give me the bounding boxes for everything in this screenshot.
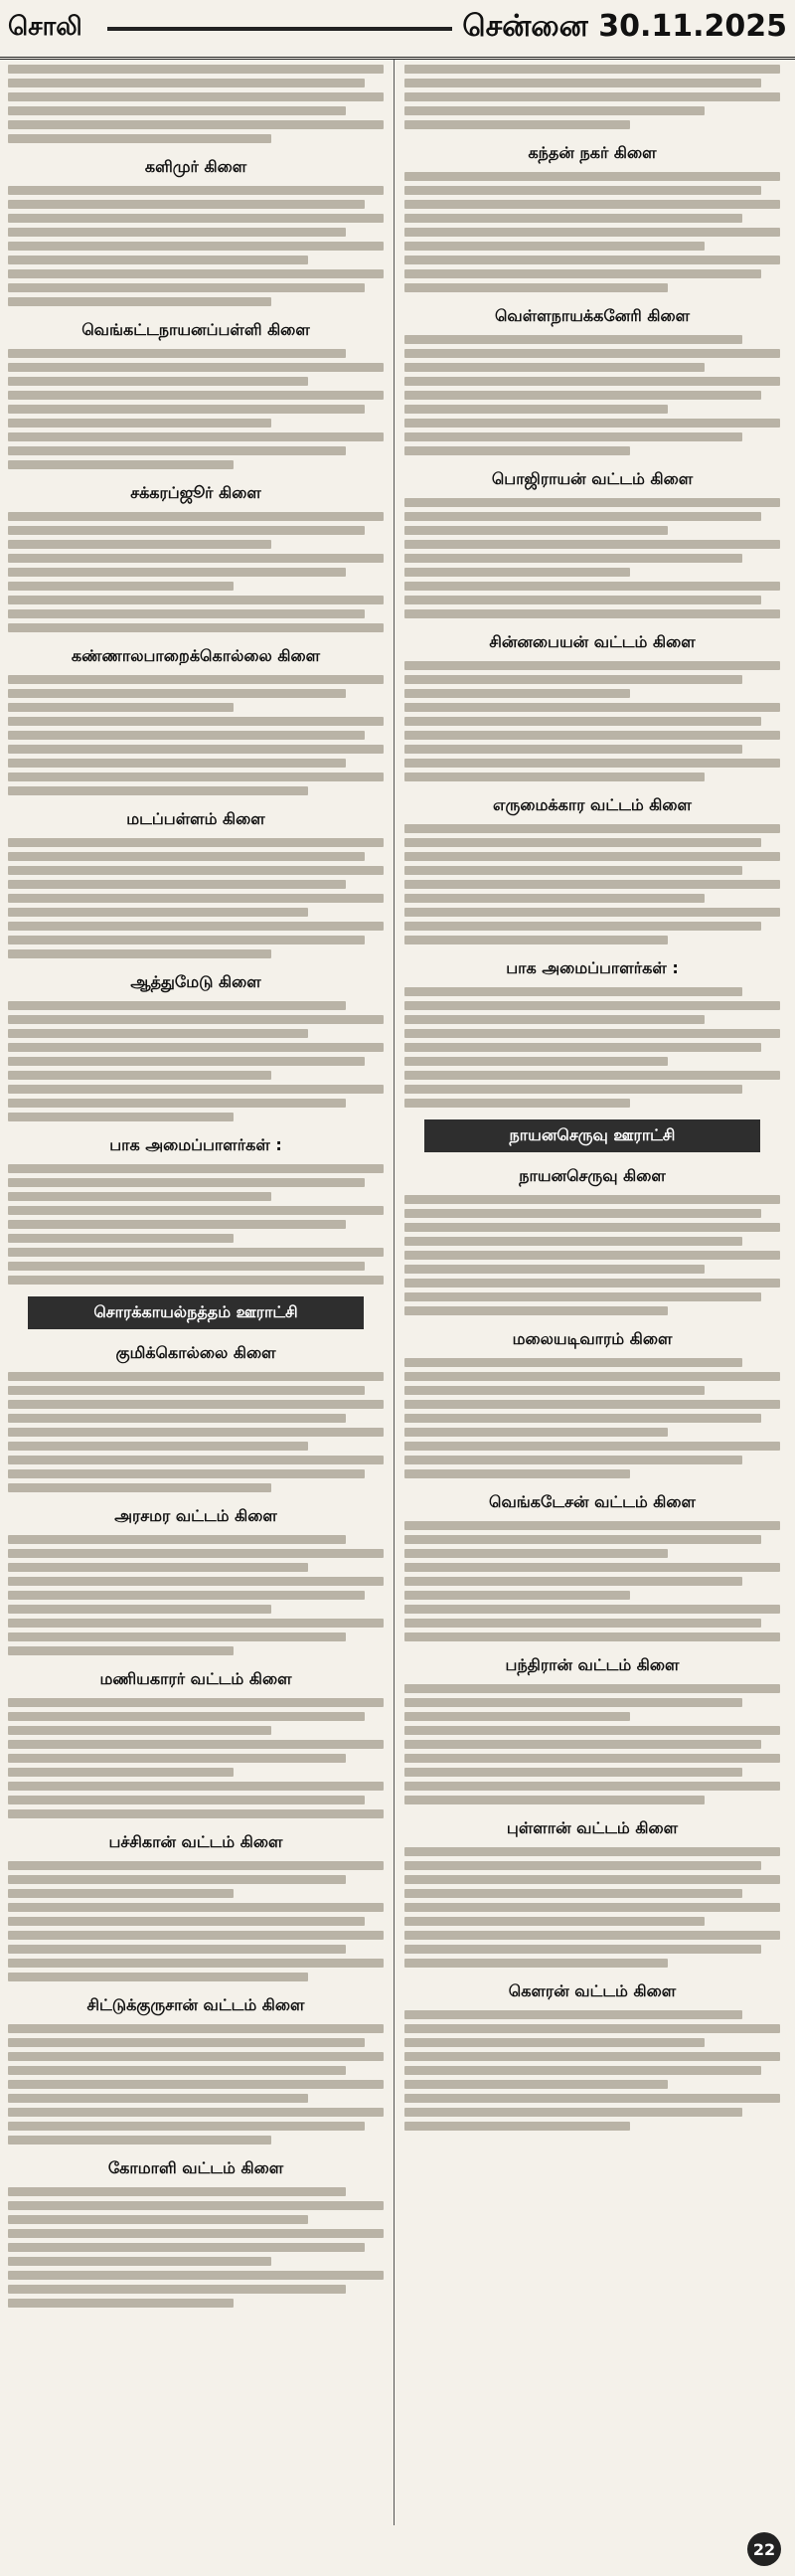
masthead-rule (107, 27, 452, 31)
section-heading: மணியகாரர் வட்டம் கிளை (99, 1669, 292, 1688)
section-heading: சிட்டுக்குருசான் வட்டம் கிளை (86, 1995, 305, 2014)
text-block (404, 1521, 780, 1641)
text-block (8, 675, 384, 795)
section-heading: பச்சிகான் வட்டம் கிளை (108, 1832, 283, 1851)
dateline: சென்னை 30.11.2025 (462, 9, 787, 44)
text-block (8, 1861, 384, 1981)
section-heading: வெங்கடேசன் வட்டம் கிளை (489, 1492, 696, 1511)
text-block (8, 349, 384, 469)
section-heading: வெங்கட்டநாயனப்பள்ளி கிளை (81, 320, 310, 339)
text-block (8, 186, 384, 306)
text-block (404, 65, 780, 129)
text-block (8, 2024, 384, 2145)
section-heading: சின்னபையன் வட்டம் கிளை (489, 632, 696, 651)
section-banner-left: சொரக்காயல்நத்தம் ஊராட்சி (28, 1296, 364, 1329)
section-heading: சக்கரப்ஜூர் கிளை (130, 483, 261, 502)
section-heading: அரசமர வட்டம் கிளை (114, 1506, 277, 1525)
section-heading: பாக அமைப்பாளர்கள் : (506, 958, 679, 977)
text-block (404, 987, 780, 1108)
section-heading: புள்ளான் வட்டம் கிளை (506, 1818, 679, 1837)
paper-name-fragment: சொலி (8, 12, 82, 42)
text-block (404, 498, 780, 618)
left-column (8, 60, 394, 2525)
text-block (404, 335, 780, 455)
section-heading: குமிக்கொல்லை கிளை (115, 1343, 276, 1362)
text-block (404, 1684, 780, 1804)
section-heading: களிமுர் கிளை (144, 157, 247, 176)
section-heading: பாக அமைப்பாளர்கள் : (109, 1135, 282, 1154)
text-block (8, 1535, 384, 1655)
section-heading: கௌரன் வட்டம் கிளை (508, 1981, 677, 2000)
text-block (404, 2010, 780, 2131)
section-heading: எருமைக்கார வட்டம் கிளை (493, 795, 692, 814)
section-heading: மலையடிவாரம் கிளை (512, 1329, 673, 1348)
text-block (8, 1164, 384, 1285)
text-block (404, 1195, 780, 1315)
text-block (404, 172, 780, 292)
section-heading: கந்தன் நகர் கிளை (528, 143, 657, 162)
section-heading: கண்ணாலபாறைக்கொல்லை கிளை (71, 646, 321, 665)
text-block (8, 838, 384, 958)
text-block (8, 1001, 384, 1121)
columns (0, 60, 795, 2525)
text-block (404, 824, 780, 945)
section-heading: நாயனசெருவு கிளை (519, 1166, 666, 1185)
masthead (0, 0, 795, 60)
text-block (404, 1847, 780, 1968)
section-heading: கோமாளி வட்டம் கிளை (107, 2158, 284, 2177)
text-block (8, 512, 384, 632)
right-column (395, 60, 780, 2525)
text-block (8, 2187, 384, 2308)
text-block (404, 1358, 780, 1478)
section-heading: வெள்ளநாயக்கனேரி கிளை (494, 306, 691, 325)
section-heading: பந்திரான் வட்டம் கிளை (505, 1655, 680, 1674)
page-number: 22 (747, 2532, 781, 2566)
section-heading: ஆத்துமேடு கிளை (130, 972, 261, 991)
text-block (8, 1698, 384, 1818)
section-banner-right: நாயனசெருவு ஊராட்சி (424, 1119, 760, 1152)
section-heading: பொஜிராயன் வட்டம் கிளை (491, 469, 694, 488)
text-block (8, 1372, 384, 1492)
text-block (404, 661, 780, 781)
section-heading: மடப்பள்ளம் கிளை (126, 809, 265, 828)
text-block (8, 65, 384, 143)
